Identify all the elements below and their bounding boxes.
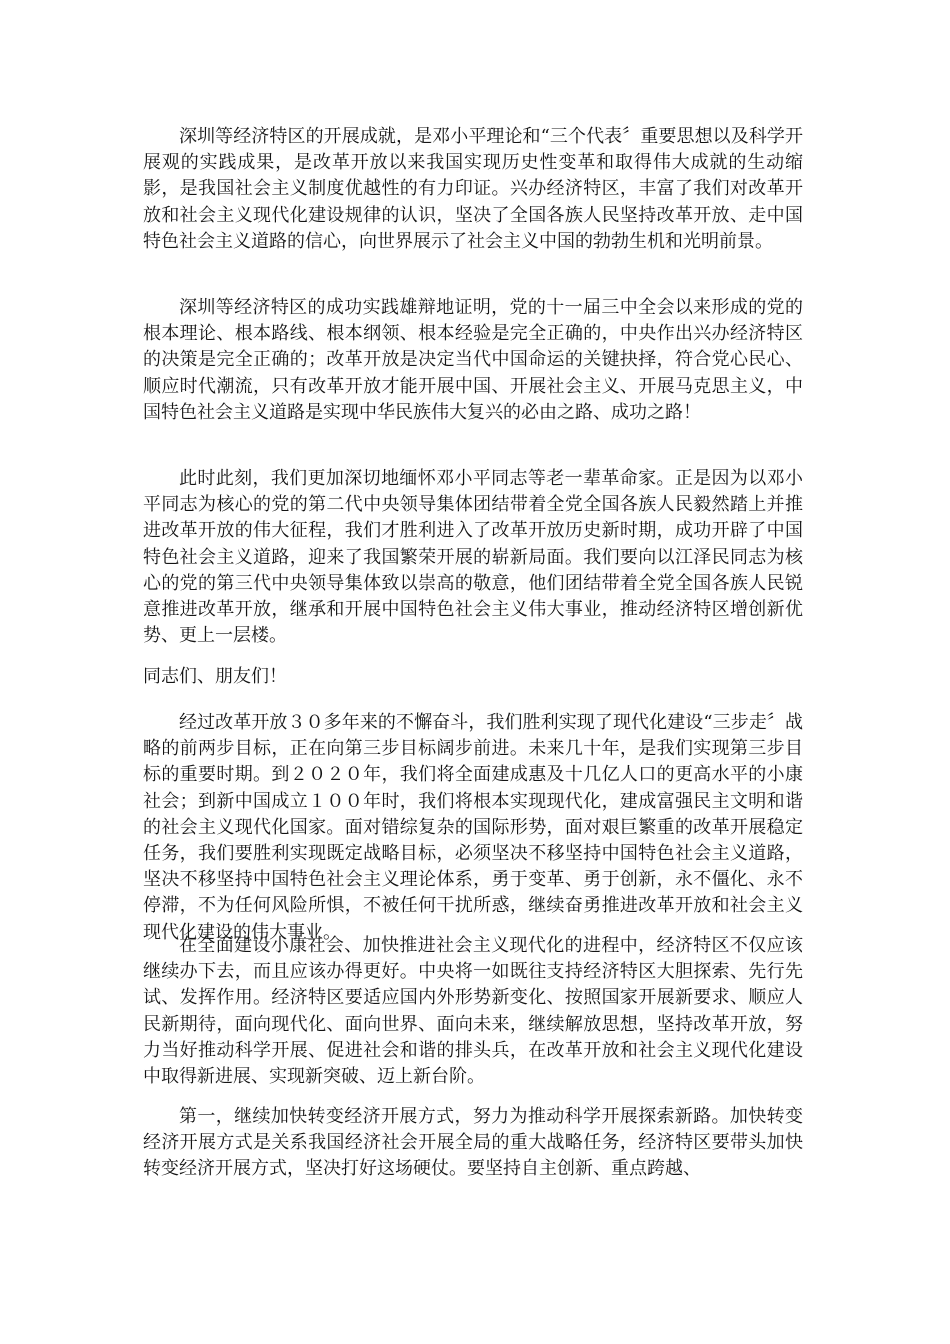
paragraph-7: 第一，继续加快转变经济开展方式，努力为推动科学开展探索新路。加快转变经济开展方式是关系我国经济社会开展全局的重大战略任务，经济特区要带头加快转变经济开展方式，坚决打好这场硬仗。要坚持自主创新、重点跨越、 [143, 1106, 803, 1180]
paragraph-5: 经过改革开放３０多年来的不懈奋斗，我们胜利实现了现代化建设“三步走〞战略的前两步目标，正在向第三步目标阔步前进。未来几十年，是我们实现第三步目标的重要时期。到２０２０年，我们将全面建成惠及十几亿人口的更高水平的小康社会；到新中国成立１００年时，我们将根本实现现代化，建成富强民主文明和谐的社会主义现代化国家。面对错综复杂的国际形势，面对艰巨繁重的改革开展稳定任务，我们要胜利实现既定战略目标，必须坚决不移坚持中国特色社会主义道路，坚决不移坚持中国特色社会主义理论体系，勇于变革、勇于创新，永不僵化、永不停滞，不为任何风险所惧，不被任何干扰所惑，继续奋勇推进改革开放和社会主义现代化建设的伟大事业。 [143, 712, 803, 943]
paragraph-2: 深圳等经济特区的成功实践雄辩地证明，党的十一届三中全会以来形成的党的根本理论、根本路线、根本纲领、根本经验是完全正确的，中央作出兴办经济特区的决策是完全正确的；改革开放是决定当代中国命运的关键抉择，符合党心民心、顺应时代潮流，只有改革开放才能开展中国、开展社会主义、开展马克思主义，中国特色社会主义道路是实现中华民族伟大复兴的必由之路、成功之路！ [143, 297, 803, 423]
paragraph-3: 此时此刻，我们更加深切地缅怀邓小平同志等老一辈革命家。正是因为以邓小平同志为核心的党的第二代中央领导集体团结带着全党全国各族人民毅然踏上并推进改革开放的伟大征程，我们才胜利进入了改革开放历史新时期，成功开辟了中国特色社会主义道路，迎来了我国繁荣开展的崭新局面。我们要向以江泽民同志为核心的党的第三代中央领导集体致以崇高的敬意，他们团结带着全党全国各族人民锐意推进改革开放，继承和开展中国特色社会主义伟大事业，推动经济特区增创新优势、更上一层楼。 [143, 468, 803, 647]
salutation: 同志们、朋友们！ [143, 666, 287, 687]
paragraph-1: 深圳等经济特区的开展成就，是邓小平理论和“三个代表〞重要思想以及科学开展观的实践成果，是改革开放以来我国实现历史性变革和取得伟大成就的生动缩影，是我国社会主义制度优越性的有力印证。兴办经济特区，丰富了我们对改革开放和社会主义现代化建设规律的认识，坚决了全国各族人民坚持改革开放、走中国特色社会主义道路的信心，向世界展示了社会主义中国的勃勃生机和光明前景。 [143, 126, 803, 252]
paragraph-6: 在全面建设小康社会、加快推进社会主义现代化的进程中，经济特区不仅应该继续办下去，而且应该办得更好。中央将一如既往支持经济特区大胆探索、先行先试、发挥作用。经济特区要适应国内外形势新变化、按照国家开展新要求、顺应人民新期待，面向现代化、面向世界、面向未来，继续解放思想，坚持改革开放，努力当好推动科学开展、促进社会和谐的排头兵，在改革开放和社会主义现代化建设中取得新进展、实现新突破、迈上新台阶。 [143, 935, 803, 1088]
